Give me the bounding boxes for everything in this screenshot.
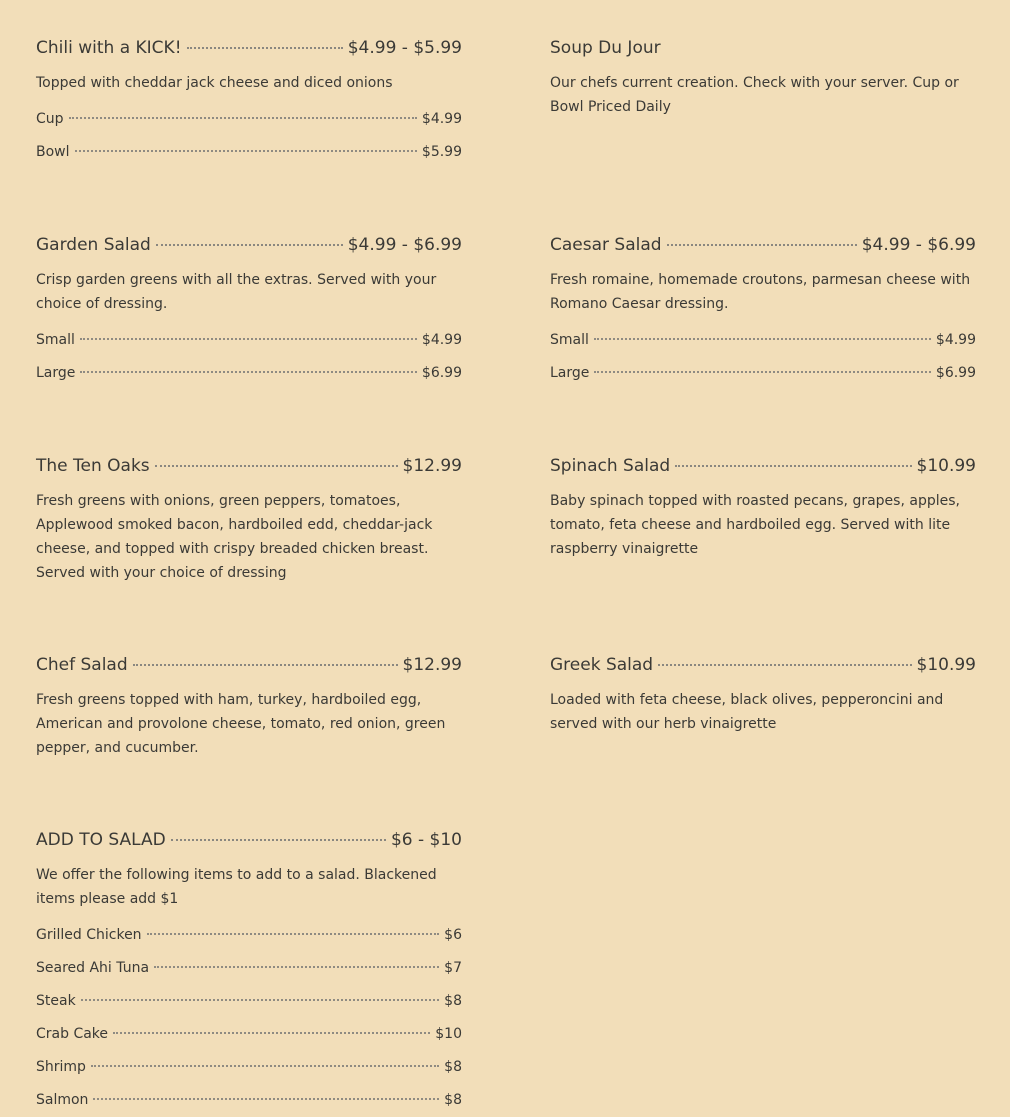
item-name: ADD TO SALAD bbox=[36, 830, 166, 850]
item-price: $4.99 - $6.99 bbox=[861, 235, 976, 255]
variant-row bbox=[36, 136, 462, 169]
item-name: Chef Salad bbox=[36, 655, 128, 675]
item-price: $4.99 - $5.99 bbox=[347, 38, 462, 58]
item-price: $6 - $10 bbox=[390, 830, 462, 850]
variant-price: $4.99 bbox=[935, 332, 976, 348]
item-description: Baby spinach topped with roasted pecans, grapes, apples, tomato, feta cheese and hardboiled egg. Served with lite raspberry vinaigrette bbox=[550, 493, 960, 557]
variant-row bbox=[36, 357, 462, 390]
variant-name: Crab Cake bbox=[36, 1026, 109, 1042]
variant-row bbox=[36, 1084, 462, 1117]
variant-name: Grilled Chicken bbox=[36, 927, 142, 943]
dot-leader bbox=[113, 1032, 430, 1034]
item-price: $10.99 bbox=[916, 456, 976, 476]
dot-leader bbox=[187, 47, 343, 49]
item-description: Topped with cheddar jack cheese and diced onions bbox=[36, 75, 393, 91]
item-variants bbox=[36, 103, 462, 169]
dot-leader bbox=[75, 150, 417, 152]
variant-name: Steak bbox=[36, 993, 76, 1009]
item-price: $12.99 bbox=[402, 655, 462, 675]
item-name: Spinach Salad bbox=[550, 456, 671, 476]
item-price: $4.99 - $6.99 bbox=[347, 235, 462, 255]
item-price: $10.99 bbox=[916, 655, 976, 675]
variant-name: Seared Ahi Tuna bbox=[36, 960, 150, 976]
variant-name: Salmon bbox=[36, 1092, 89, 1108]
variant-price: $4.99 bbox=[421, 111, 462, 127]
variant-price: $5.99 bbox=[421, 144, 462, 160]
variant-row bbox=[36, 324, 462, 357]
menu-item-greek-salad bbox=[550, 652, 976, 736]
menu-item-garden-salad bbox=[36, 232, 462, 390]
variant-price: $8 bbox=[444, 993, 462, 1009]
variant-name: Large bbox=[36, 365, 76, 381]
dot-leader bbox=[155, 465, 398, 467]
item-description: Our chefs current creation. Check with your server. Cup or Bowl Priced Daily bbox=[550, 75, 959, 115]
variant-row bbox=[36, 919, 462, 952]
variant-name: Small bbox=[36, 332, 75, 348]
item-name: Caesar Salad bbox=[550, 235, 662, 255]
dot-leader bbox=[675, 465, 911, 467]
dot-leader bbox=[156, 244, 343, 246]
menu-item-chef-salad bbox=[36, 652, 462, 760]
variant-price: $6.99 bbox=[935, 365, 976, 381]
item-name: The Ten Oaks bbox=[36, 456, 150, 476]
dot-leader bbox=[80, 371, 417, 373]
variant-row bbox=[36, 1051, 462, 1084]
item-description: Crisp garden greens with all the extras. Served with your choice of dressing. bbox=[36, 272, 437, 312]
menu-item-ten-oaks bbox=[36, 453, 462, 585]
dot-leader bbox=[658, 664, 911, 666]
dot-leader bbox=[91, 1065, 439, 1067]
menu-item-spinach-salad bbox=[550, 453, 976, 561]
variant-price: $8 bbox=[444, 1059, 462, 1075]
dot-leader bbox=[133, 664, 398, 666]
item-price: $12.99 bbox=[402, 456, 462, 476]
item-description: Loaded with feta cheese, black olives, pepperoncini and served with our herb vinaigrette bbox=[550, 692, 944, 732]
dot-leader bbox=[69, 117, 417, 119]
item-description: Fresh greens topped with ham, turkey, hardboiled egg, American and provolone cheese, tomato, red onion, green pepper, and cucumber. bbox=[36, 692, 446, 756]
variant-row bbox=[36, 103, 462, 136]
dot-leader bbox=[154, 966, 439, 968]
item-variants bbox=[36, 324, 462, 390]
variant-row bbox=[550, 357, 976, 390]
item-name: Soup Du Jour bbox=[550, 38, 661, 58]
variant-name: Bowl bbox=[36, 144, 70, 160]
item-variants bbox=[550, 324, 976, 390]
item-description: Fresh romaine, homemade croutons, parmesan cheese with Romano Caesar dressing. bbox=[550, 272, 971, 312]
variant-price: $7 bbox=[444, 960, 462, 976]
variant-name: Shrimp bbox=[36, 1059, 86, 1075]
dot-leader bbox=[667, 244, 857, 246]
variant-row bbox=[36, 1018, 462, 1051]
dot-leader bbox=[93, 1098, 439, 1100]
menu-item-caesar-salad bbox=[550, 232, 976, 390]
item-variants bbox=[36, 919, 462, 1117]
variant-price: $8 bbox=[444, 1092, 462, 1108]
variant-row bbox=[36, 952, 462, 985]
dot-leader bbox=[80, 338, 417, 340]
variant-name: Large bbox=[550, 365, 590, 381]
dot-leader bbox=[81, 999, 439, 1001]
variant-name: Small bbox=[550, 332, 589, 348]
item-name: Greek Salad bbox=[550, 655, 654, 675]
variant-row bbox=[36, 985, 462, 1018]
variant-row bbox=[550, 324, 976, 357]
dot-leader bbox=[594, 371, 931, 373]
variant-name: Cup bbox=[36, 111, 64, 127]
item-name: Chili with a KICK! bbox=[36, 38, 182, 58]
variant-price: $6 bbox=[444, 927, 462, 943]
dot-leader bbox=[171, 839, 386, 841]
item-description: We offer the following items to add to a salad. Blackened items please add $1 bbox=[36, 867, 437, 907]
item-description: Fresh greens with onions, green peppers, tomatoes, Applewood smoked bacon, hardboiled edd, cheddar-jack cheese, and topped with crispy breaded chicken breast. Served with your choice of dressing bbox=[36, 493, 433, 581]
dot-leader bbox=[594, 338, 931, 340]
variant-price: $4.99 bbox=[421, 332, 462, 348]
variant-price: $6.99 bbox=[421, 365, 462, 381]
item-name: Garden Salad bbox=[36, 235, 151, 255]
variant-price: $10 bbox=[435, 1026, 462, 1042]
dot-leader bbox=[147, 933, 440, 935]
menu-item-soup-du-jour bbox=[550, 35, 976, 119]
menu-item-add-to-salad bbox=[36, 827, 462, 1117]
menu-item-chili bbox=[36, 35, 462, 169]
